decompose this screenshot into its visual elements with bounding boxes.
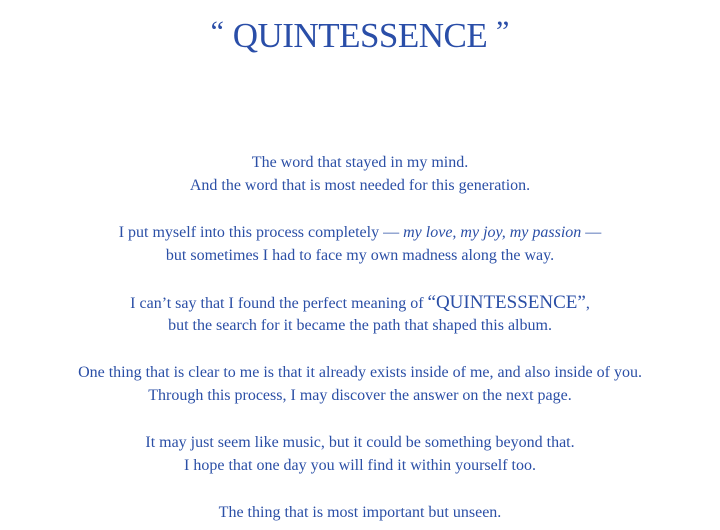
paragraph-3-suffix: , bbox=[585, 295, 590, 312]
page-title bbox=[0, 10, 720, 58]
body-text bbox=[0, 151, 720, 524]
paragraph-gap bbox=[0, 267, 720, 291]
paragraph-2-italic: my love, my joy, my passion bbox=[403, 224, 582, 241]
paragraph-gap bbox=[0, 407, 720, 431]
paragraph-1-line-1: The word that stayed in my mind. bbox=[251, 154, 469, 171]
title-close-quote: ” bbox=[496, 15, 510, 48]
paragraph-2-line-1 bbox=[0, 221, 720, 244]
paragraph-4-line-2: Through this process, I may discover the answer on the next page. bbox=[148, 387, 572, 404]
paragraph-4-line-1: One thing that is clear to me is that it already exists inside of me, and also inside of you. bbox=[78, 364, 642, 381]
paragraph-3-prefix: I can’t say that I found the perfect meaning of bbox=[130, 295, 428, 312]
paragraph-2-line-2: but sometimes I had to face my own madness along the way. bbox=[165, 247, 555, 264]
title-word: QUINTESSENCE bbox=[232, 16, 488, 55]
paragraph-3-line-2: but the search for it became the path that shaped this album. bbox=[168, 317, 552, 334]
paragraph-6-line-1: The thing that is most important but unseen. bbox=[218, 504, 502, 521]
title-open-quote: “ bbox=[210, 15, 224, 48]
paragraph-2-prefix: I put myself into this process completely — bbox=[118, 224, 404, 241]
paragraph-5-line-1: It may just seem like music, but it could be something beyond that. bbox=[145, 434, 575, 451]
paragraph-gap bbox=[0, 477, 720, 501]
paragraph-2-suffix: — bbox=[581, 224, 602, 241]
paragraph-gap bbox=[0, 197, 720, 221]
paragraph-3-quote: “QUINTESSENCE” bbox=[427, 292, 586, 313]
paragraph-5-line-2: I hope that one day you will find it within yourself too. bbox=[184, 457, 536, 474]
paragraph-3-line-1 bbox=[0, 291, 720, 314]
paragraph-gap bbox=[0, 337, 720, 361]
paragraph-1-line-2: And the word that is most needed for this generation. bbox=[189, 177, 531, 194]
